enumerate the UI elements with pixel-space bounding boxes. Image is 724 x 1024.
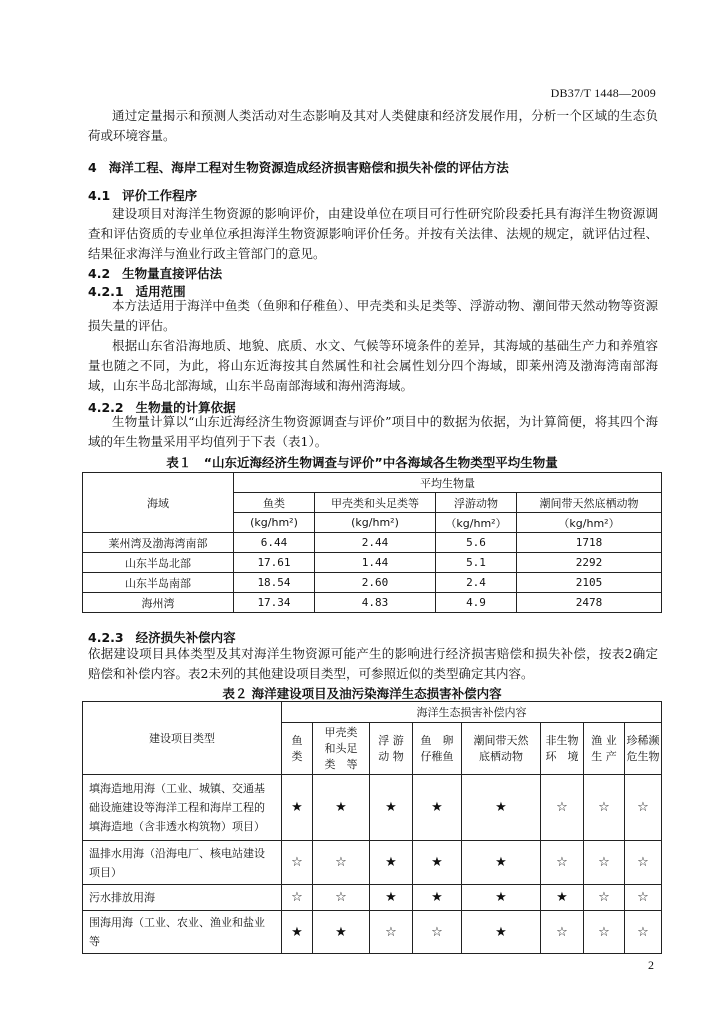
section-4-2-2-heading: 4.2.2 生物量的计算依据 bbox=[88, 400, 236, 415]
section-4-2-heading: 4.2 生物量直接评估法 bbox=[88, 266, 223, 281]
table-2-mark: ★ bbox=[462, 775, 541, 841]
table-1-region-header: 海域 bbox=[83, 473, 234, 533]
table-2-caption: 表２ 海洋建设项目及油污染海洋生态损害补偿内容 bbox=[222, 686, 502, 701]
table-2-mark: ☆ bbox=[282, 841, 313, 885]
standard-code: DB37/T 1448—2009 bbox=[550, 86, 656, 100]
table-1-region: 山东半岛南部 bbox=[83, 573, 234, 593]
table-1-group-header: 平均生物量 bbox=[234, 473, 662, 493]
table-2-col-header: 鱼 类 bbox=[282, 723, 313, 775]
page-number: 2 bbox=[648, 958, 654, 972]
table-2-project: 围海用海（工业、农业、渔业和盐业等 bbox=[83, 911, 282, 954]
section-4-2-1-heading: 4.2.1 适用范围 bbox=[88, 284, 186, 299]
table-1-unit: （kg/hm²） bbox=[517, 513, 662, 533]
table-1-caption: 表１ “山东近海经济生物调查与评价”中各海域各生物类型平均生物量 bbox=[166, 455, 558, 470]
table-2-project: 温排水用海（沿海电厂、核电站建设项目） bbox=[83, 841, 282, 885]
table-2-mark: ★ bbox=[413, 885, 462, 911]
table-row bbox=[83, 775, 662, 841]
table-2-mark: ☆ bbox=[625, 911, 662, 954]
table-2-project-header: 建设项目类型 bbox=[83, 702, 282, 775]
table-2-mark: ★ bbox=[282, 775, 313, 841]
table-2-col-header: 潮间带天然 底栖动物 bbox=[462, 723, 541, 775]
table-row bbox=[83, 911, 662, 954]
table-1-cell: 6.44 bbox=[234, 533, 315, 553]
section-4-1-heading: 4.1 评价工作程序 bbox=[88, 188, 198, 203]
table-2-mark: ☆ bbox=[584, 911, 625, 954]
table-1-cell: 2105 bbox=[517, 573, 662, 593]
table-1-cell: 2.4 bbox=[436, 573, 517, 593]
table-2-mark: ★ bbox=[370, 841, 413, 885]
table-2-mark: ☆ bbox=[584, 885, 625, 911]
table-1-unit: (kg/hm²) bbox=[234, 513, 315, 533]
table-row bbox=[83, 573, 662, 593]
table-2 bbox=[82, 701, 662, 954]
table-1-cell: 2292 bbox=[517, 553, 662, 573]
table-row bbox=[83, 841, 662, 885]
table-2-mark: ★ bbox=[370, 885, 413, 911]
table-1-cell: 1.44 bbox=[315, 553, 436, 573]
table-2-col-header: 珍稀濒 危生物 bbox=[625, 723, 662, 775]
table-2-mark: ☆ bbox=[541, 911, 584, 954]
table-1-region: 海州湾 bbox=[83, 593, 234, 613]
table-2-col-header: 甲壳类 和头足 类 等 bbox=[313, 723, 370, 775]
table-2-col-header: 非生物 环 境 bbox=[541, 723, 584, 775]
table-1-cell: 18.54 bbox=[234, 573, 315, 593]
table-2-col-header: 渔 业 生 产 bbox=[584, 723, 625, 775]
section-4-2-3-paragraph: 依据建设项目具体类型及其对海洋生物资源可能产生的影响进行经济损害赔偿和损失补偿，按表2确定赔偿和补偿内容。表2未列的其他建设项目类型，可参照近似的类型确定其内容。 bbox=[88, 646, 658, 681]
intro-paragraph: 通过定量揭示和预测人类活动对生态影响及其对人类健康和经济发展作用，分析一个区域的生态负荷或环境容量。 bbox=[88, 108, 658, 143]
table-2-col-header: 浮 游 动 物 bbox=[370, 723, 413, 775]
table-1-col-header: 甲壳类和头足类等 bbox=[315, 493, 436, 513]
table-2-mark: ★ bbox=[413, 775, 462, 841]
table-2-mark: ☆ bbox=[625, 885, 662, 911]
table-1 bbox=[82, 472, 662, 613]
table-1-cell: 4.83 bbox=[315, 593, 436, 613]
table-2-group-header: 海洋生态损害补偿内容 bbox=[282, 702, 662, 723]
table-2-mark: ★ bbox=[462, 911, 541, 954]
table-1-cell: 5.6 bbox=[436, 533, 517, 553]
table-2-mark: ☆ bbox=[370, 911, 413, 954]
table-2-mark: ☆ bbox=[584, 775, 625, 841]
table-2-col-header: 鱼 卵 仔稚鱼 bbox=[413, 723, 462, 775]
table-1-col-header: 鱼类 bbox=[234, 493, 315, 513]
table-1-region: 莱州湾及渤海湾南部 bbox=[83, 533, 234, 553]
table-2-mark: ☆ bbox=[625, 841, 662, 885]
table-2-mark: ★ bbox=[462, 885, 541, 911]
table-1-col-header: 浮游动物 bbox=[436, 493, 517, 513]
table-2-mark: ★ bbox=[413, 841, 462, 885]
table-2-mark: ☆ bbox=[313, 885, 370, 911]
table-2-mark: ☆ bbox=[584, 841, 625, 885]
table-2-mark: ★ bbox=[282, 911, 313, 954]
table-1-unit: （kg/hm²） bbox=[436, 513, 517, 533]
table-2-mark: ☆ bbox=[541, 775, 584, 841]
table-1-cell: 4.9 bbox=[436, 593, 517, 613]
table-row bbox=[83, 885, 662, 911]
section-4-2-3-heading: 4.2.3 经济损失补偿内容 bbox=[88, 630, 236, 645]
table-row bbox=[83, 553, 662, 573]
table-2-mark: ★ bbox=[313, 911, 370, 954]
table-2-mark: ★ bbox=[370, 775, 413, 841]
table-1-cell: 5.1 bbox=[436, 553, 517, 573]
table-2-mark: ☆ bbox=[282, 885, 313, 911]
section-4-heading: 4 海洋工程、海岸工程对生物资源造成经济损害赔偿和损失补偿的评估方法 bbox=[88, 160, 509, 175]
table-1-region: 山东半岛北部 bbox=[83, 553, 234, 573]
section-4-1-paragraph: 建设项目对海洋生物资源的影响评价，由建设单位在项目可行性研究阶段委托具有海洋生物资源调查和评估资质的专业单位承担海洋生物资源影响评价任务。并按有关法律、法规的规定，就评估过程、结果征求海洋与渔业行政主管部门的意见。 bbox=[88, 206, 658, 261]
table-1-cell: 2.60 bbox=[315, 573, 436, 593]
table-2-mark: ★ bbox=[462, 841, 541, 885]
table-row bbox=[83, 593, 662, 613]
table-1-cell: 2.44 bbox=[315, 533, 436, 553]
table-1-col-header: 潮间带天然底栖动物 bbox=[517, 493, 662, 513]
table-2-mark: ★ bbox=[313, 775, 370, 841]
table-1-unit: (kg/hm²) bbox=[315, 513, 436, 533]
table-1-cell: 1718 bbox=[517, 533, 662, 553]
table-2-mark: ☆ bbox=[541, 841, 584, 885]
table-2-project: 污水排放用海 bbox=[83, 885, 282, 911]
table-2-mark: ☆ bbox=[413, 911, 462, 954]
table-2-mark: ☆ bbox=[313, 841, 370, 885]
table-1-cell: 2478 bbox=[517, 593, 662, 613]
table-2-mark: ☆ bbox=[625, 775, 662, 841]
section-4-2-1-paragraph: 本方法适用于海洋中鱼类（鱼卵和仔稚鱼）、甲壳类和头足类等、浮游动物、潮间带天然动物等资源损失量的评估。 根据山东省沿海地质、地貌、底质、水文、气候等环境条件的差异，其海域的基础生产力和养殖容量也随之不同，为此，将山东近海按其自然属性和社会属性划分四个海域，即莱州湾及渤海湾南部海域，山东半岛北部海域，山东半岛南部海域和海州湾海域。 bbox=[88, 298, 658, 393]
table-1-cell: 17.61 bbox=[234, 553, 315, 573]
table-row bbox=[83, 533, 662, 553]
section-4-2-2-paragraph: 生物量计算以“山东近海经济生物资源调查与评价”项目中的数据为依据，为计算简便，将其四个海域的年生物量采用平均值列于下表（表1）。 bbox=[88, 414, 658, 449]
table-2-mark: ★ bbox=[541, 885, 584, 911]
table-1-cell: 17.34 bbox=[234, 593, 315, 613]
table-2-project: 填海造地用海（工业、城镇、交通基础设施建设等海洋工程和海岸工程的填海造地（含非透水构筑物）项目） bbox=[83, 775, 282, 841]
